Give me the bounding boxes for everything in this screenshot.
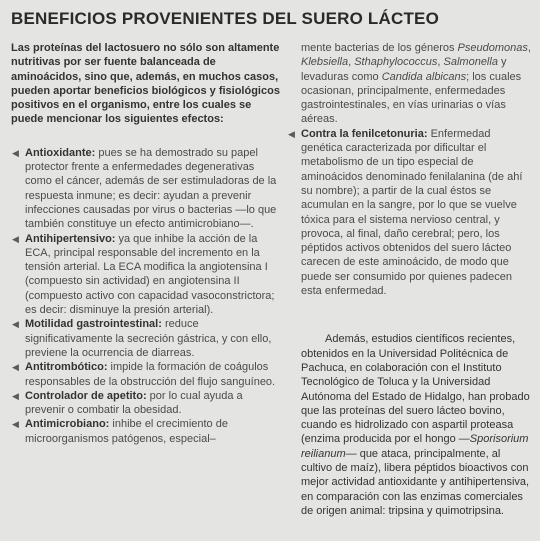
triangle-bullet-icon: ◀ — [12, 419, 19, 430]
effect-item-antitrombotico — [11, 360, 283, 389]
article-title: BENEFICIOS PROVENIENTES DEL SUERO LÁCTEO — [11, 9, 440, 28]
species-name: Candida albicans — [381, 70, 467, 83]
effect-term: Antihipertensivo: — [25, 232, 116, 245]
species-name: Sporisorium reilianum — [301, 433, 529, 460]
text-run: , — [348, 56, 355, 69]
effect-text: inhibe el crecimiento de microorganismos patógenos, especial– — [25, 418, 228, 445]
triangle-bullet-icon: ◀ — [12, 233, 19, 244]
triangle-bullet-icon: ◀ — [12, 390, 19, 401]
genus-name: Klebsiella — [301, 56, 349, 69]
effect-text: ya que inhibe la acción de la ECA, principal responsable del incremento en la tensión arterial. La ECA modifica la angiotensina I (compuesto sin actividad) en angiotensina II (compuesto activo con capacidad vasoconstrictora; es decir: disminuye la presión arterial). — [25, 232, 275, 317]
text-run: Además, estudios científicos recientes, obtenidos en la Universidad Politécnica de Pachuca, en colaboración con el Instituto Tecnológico de Toluca y la Universidad Autónoma del Estado de Hidalgo, han probado que las proteínas del suero lácteo bovino, cuando es hidrolizado con aspartil proteasa (enzima producida por el hongo — — [301, 333, 530, 446]
text-run: , — [437, 56, 444, 69]
effect-item-antihipertensivo — [11, 232, 283, 318]
effect-text: por lo cual ayuda a prevenir o combatir la obesidad. — [25, 389, 243, 417]
effect-term: Controlador de apetito: — [25, 389, 147, 402]
text-run: y levaduras como — [301, 56, 507, 83]
left-column — [11, 41, 283, 446]
genus-name: Salmonella — [443, 56, 498, 69]
effect-item-apetito — [11, 389, 283, 418]
effect-term: Contra la fenilcetonuria: — [301, 127, 428, 140]
text-run: — que ataca, principalmente, al cultivo de maíz), libera péptidos bioactivos con mejor actividad antioxidante y antihipertensiva, en comparación con las enzimas comerciales de origen animal: tripsina y quimotripsina. — [301, 447, 530, 517]
effect-text: Enfermedad genética caracterizada por dificultar el metabolismo de un tipo especial de aminoácidos denominado fenilalanina (de ahí su nombre); a partir de la cual éstos se acumulan en la sangre, por lo que se vuelve tóxica para el sistema nervioso central, y provoca, al final, daño cerebral; pero, los péptidos activos obtenidos del suero lácteo carecen de este aminoácido, de modo que puede ser consumido por quienes padecen esta enfermedad. — [301, 127, 523, 298]
triangle-bullet-icon: ◀ — [12, 147, 19, 158]
antimicrobiano-continuation — [287, 41, 532, 127]
triangle-bullet-icon: ◀ — [12, 362, 19, 373]
text-run: , — [527, 42, 531, 54]
effect-term: Motilidad gastrointestinal: — [25, 318, 162, 331]
triangle-bullet-icon: ◀ — [12, 319, 19, 330]
effect-item-motilidad — [11, 317, 283, 360]
text-run: ; los cuales ocasionan, principalmente, enfermedades gastrointestinales, en vías urinarias o vías aéreas. — [301, 70, 522, 126]
closing-paragraph — [287, 332, 532, 518]
intro-paragraph: Las proteínas del lactosuero no sólo son altamente nutritivas por ser fuente balanceada de aminoácidos, sino que, además, en muchos casos, pueden aportar beneficios biológicos y fisiológicos positivos en el organismo, entre los cuales se puede mencionar los siguientes efectos: — [11, 42, 280, 126]
effect-item-antimicrobiano — [11, 417, 283, 446]
right-column — [287, 41, 532, 518]
effect-text: reduce significativamente la secreción gástrica, y con ello, previene la ocurrencia de diarreas. — [25, 318, 272, 359]
text-run: mente bacterias de los géneros — [301, 42, 458, 54]
effect-item-fenilcetonuria — [287, 127, 532, 299]
effect-term: Antioxidante: — [25, 146, 96, 159]
effect-text: pues se ha demostrado su papel protector frente a enfermedades degenerativas como el cáncer, además de ser estimuladoras de la respuesta inmune; es decir: ayudan a prevenir infecciones causadas por virus o bacterias —lo que también constituye un efecto antimicrobiano—. — [25, 146, 277, 231]
genus-name: Sthaphylococcus — [354, 56, 438, 69]
genus-name: Pseudomonas — [457, 42, 528, 54]
effect-text: impide la formación de coágulos responsables de la obstrucción del flujo sanguíneo. — [25, 361, 276, 388]
effect-item-antioxidante — [11, 146, 283, 232]
effect-term: Antitrombótico: — [25, 361, 108, 374]
effect-term: Antimicrobiano: — [25, 418, 110, 431]
triangle-bullet-icon: ◀ — [288, 128, 295, 139]
